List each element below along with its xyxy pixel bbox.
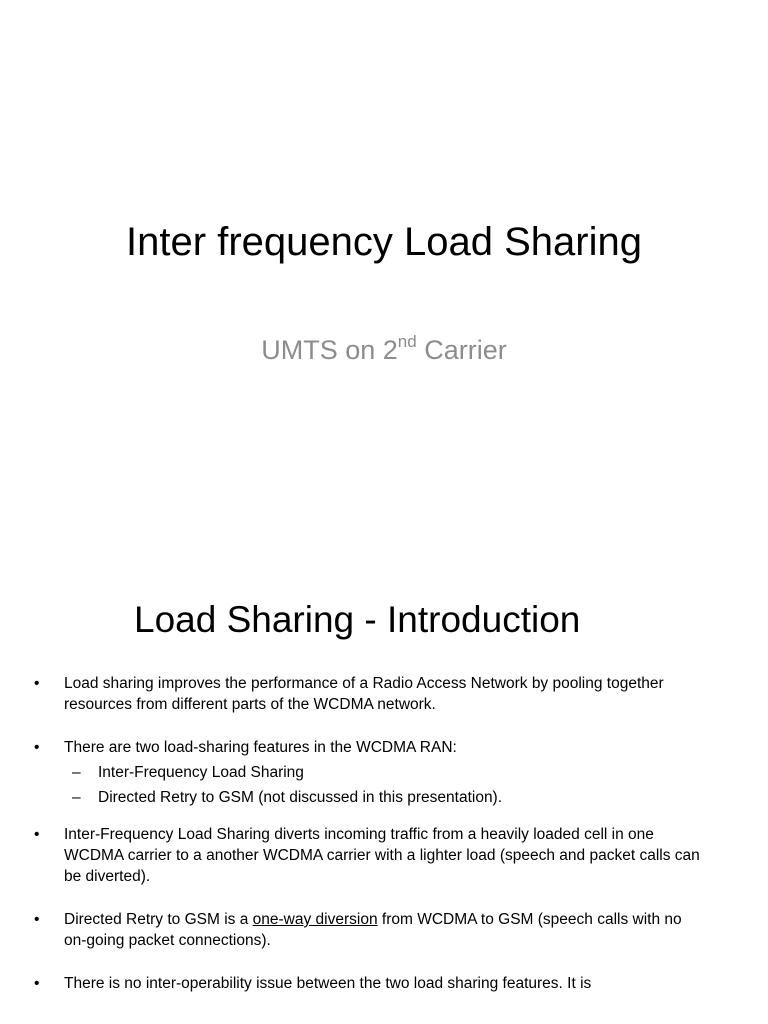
sub-bullet-item — [64, 787, 708, 808]
bullet-item — [0, 909, 768, 951]
dash-marker: – — [72, 764, 81, 781]
bullet-text — [64, 911, 682, 949]
bullet-text-after: from WCDMA to GSM (speech calls with no on-going packet connections). — [64, 911, 682, 949]
dash-marker: – — [72, 789, 81, 806]
bullet-text-before: Directed Retry to GSM is a — [64, 911, 253, 928]
bullet-text: There are two load-sharing features in the WCDMA RAN: — [64, 739, 457, 756]
bullet-marker: • — [34, 675, 40, 692]
bullet-list — [0, 673, 768, 1016]
subtitle-main: UMTS on 2 — [261, 335, 398, 365]
sub-bullet-item — [64, 762, 708, 783]
bullet-marker: • — [34, 826, 40, 843]
slide-subtitle — [0, 332, 768, 368]
bullet-text-underlined: one-way diversion — [252, 911, 378, 928]
bullet-text: Inter-Frequency Load Sharing diverts incoming traffic from a heavily loaded cell in one WCDMA carrier to a another WCDMA carrier with a lighter load (speech and packet calls can be diverted). — [64, 826, 700, 885]
bullet-marker: • — [34, 975, 40, 992]
bullet-item — [0, 737, 768, 808]
bullet-item — [0, 973, 768, 994]
bullet-item — [0, 673, 768, 715]
bullet-marker: • — [34, 739, 40, 756]
bullet-text: There is no inter-operability issue between the two load sharing features. It is — [64, 975, 592, 992]
bullet-item — [0, 824, 768, 887]
subtitle-superscript: nd — [397, 332, 417, 351]
slide-title: Load Sharing - Introduction — [134, 599, 581, 640]
subtitle-tail: Carrier — [416, 335, 507, 365]
bullet-text: Load sharing improves the performance of a Radio Access Network by pooling together resources from different parts of the WCDMA network. — [64, 675, 664, 713]
slide-title: Inter frequency Load Sharing — [126, 220, 642, 264]
bullet-marker: • — [34, 911, 40, 928]
content-slide — [0, 576, 768, 1024]
sub-bullet-text: Directed Retry to GSM (not discussed in this presentation). — [98, 789, 503, 806]
sub-bullet-text: Inter-Frequency Load Sharing — [98, 764, 304, 781]
sub-bullet-list — [64, 762, 708, 808]
